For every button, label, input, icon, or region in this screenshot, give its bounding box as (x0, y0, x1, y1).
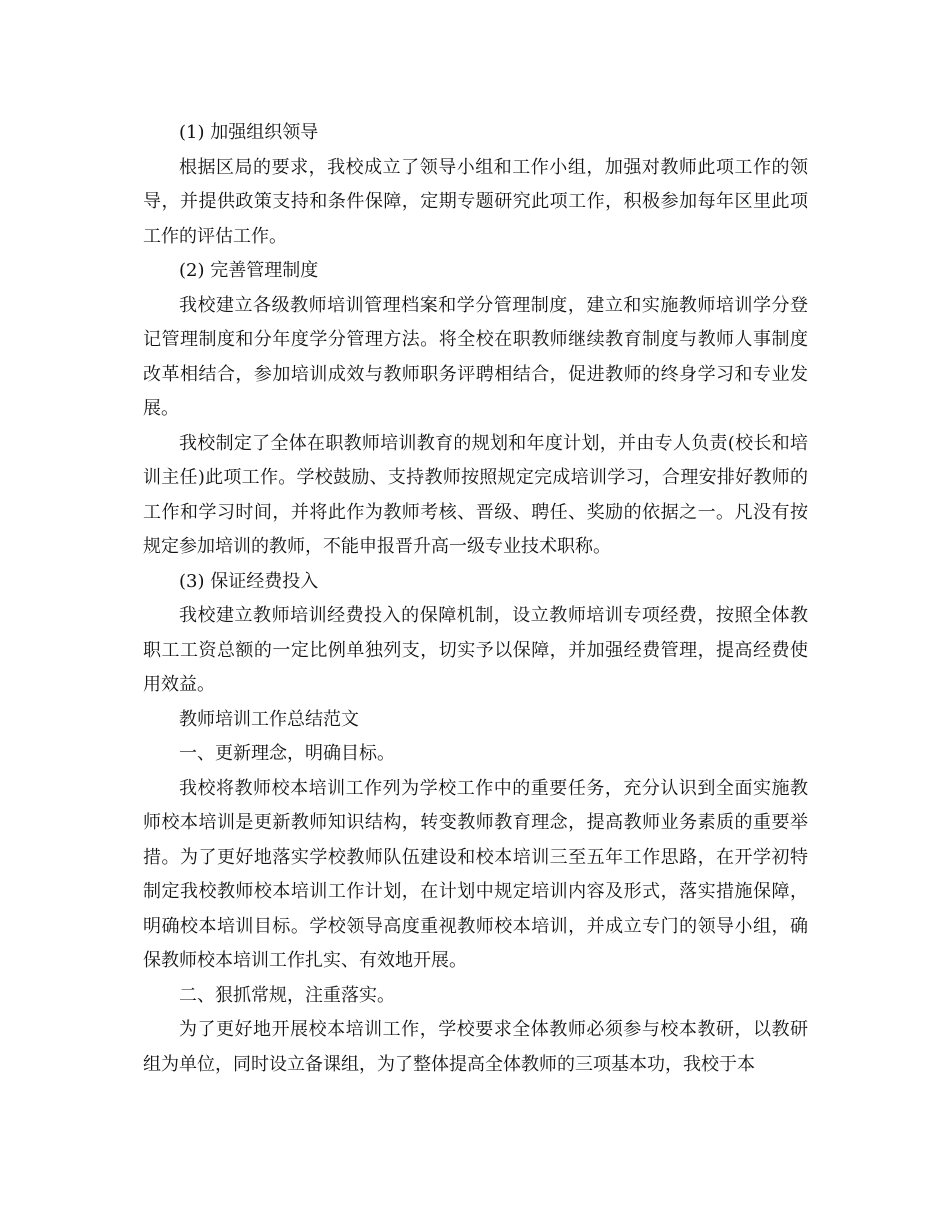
paragraph-1: 根据区局的要求，我校成立了领导小组和工作小组，加强对教师此项工作的领导，并提供政策支持和条件保障，定期专题研究此项工作，积极参加每年区里此项工作的评估工作。 (143, 156, 808, 247)
section-heading-1: (1) 加强组织领导 (179, 122, 319, 143)
document-body (143, 116, 808, 1082)
section-heading-5: 二、狠抓常规，注重落实。 (179, 984, 395, 1006)
paragraph-5: 我校将教师校本培训工作列为学校工作中的重要任务，充分认识到全面实施教师校本培训是更新教师知识结构，转变教师教育理念，提高教师业务素质的重要举措。为了更好地落实学校教师队伍建设和校本培训三至五年工作思路，在开学初特制定我校教师校本培训工作计划，在计划中规定培训内容及形式，落实措施保障，明确校本培训目标。学校领导高度重视教师校本培训，并成立专门的领导小组，确保教师校本培训工作扎实、有效地开展。 (143, 777, 808, 971)
document-subtitle: 教师培训工作总结范文 (179, 708, 359, 730)
paragraph-2: 我校建立各级教师培训管理档案和学分管理制度，建立和实施教师培训学分登记管理制度和分年度学分管理方法。将全校在职教师继续教育制度与教师人事制度改革相结合，参加培训成效与教师职务评聘相结合，促进教师的终身学习和专业发展。 (143, 294, 808, 419)
section-heading-2: (2) 完善管理制度 (179, 260, 319, 281)
section-heading-3: (3) 保证经费投入 (179, 570, 319, 592)
paragraph-4: 我校建立教师培训经费投入的保障机制，设立教师培训专项经费，按照全体教职工工资总额的一定比例单独列支，切实予以保障，并加强经费管理，提高经费使用效益。 (143, 605, 808, 695)
paragraph-6: 为了更好地开展校本培训工作，学校要求全体教师必须参与校本教研，以教研组为单位，同时设立备课组，为了整体提高全体教师的三项基本功，我校于本 (143, 1019, 808, 1075)
paragraph-3: 我校制定了全体在职教师培训教育的规划和年度计划，并由专人负责(校长和培训主任)此项工作。学校鼓励、支持教师按照规定完成培训学习，合理安排好教师的工作和学习时间，并将此作为教师考核、晋级、聘任、奖励的依据之一。凡没有按规定参加培训的教师，不能申报晋升高一级专业技术职称。 (143, 432, 808, 557)
section-heading-4: 一、更新理念，明确目标。 (179, 743, 395, 764)
